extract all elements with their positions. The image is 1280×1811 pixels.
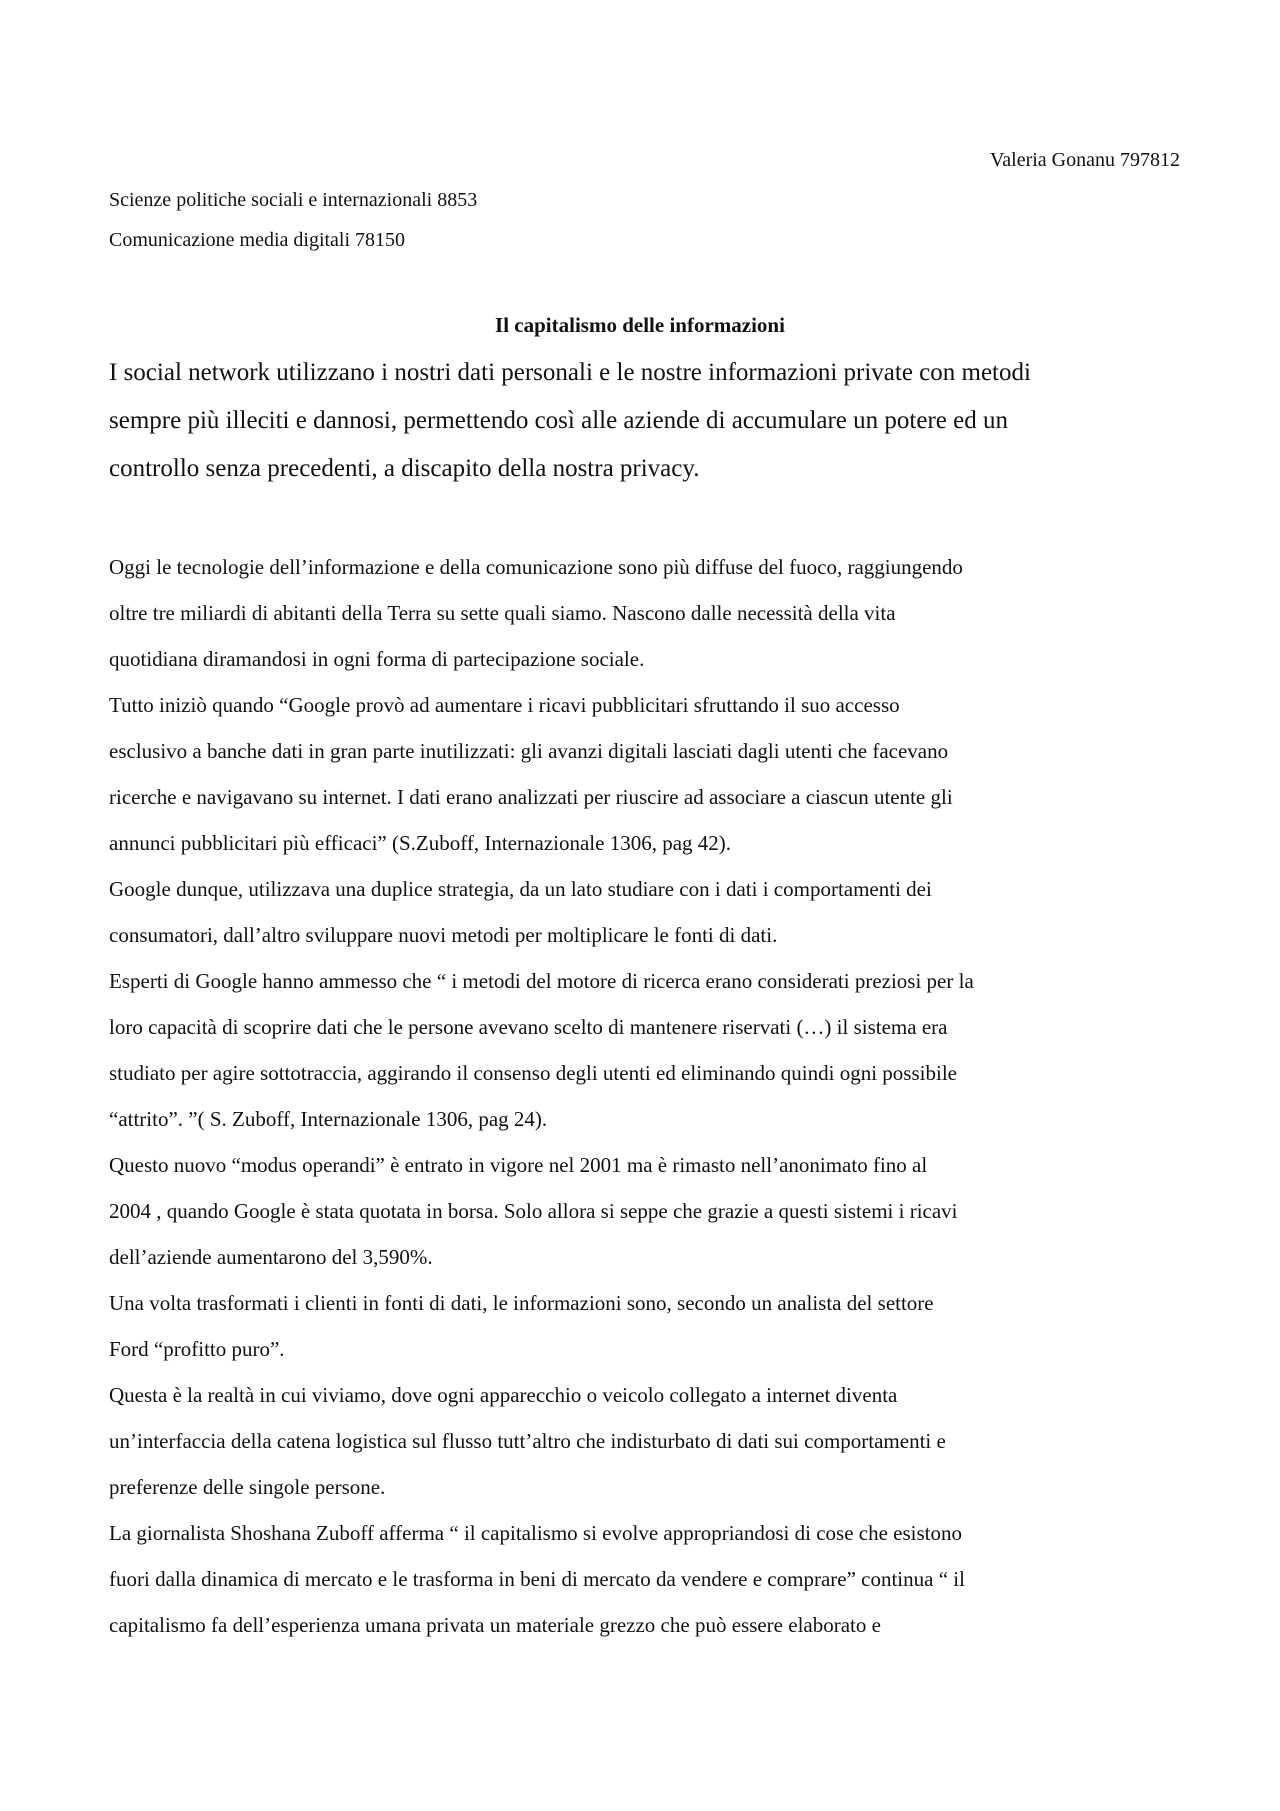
document-title: Il capitalismo delle informazioni xyxy=(495,313,785,337)
body-line: Tutto iniziò quando “Google provò ad aumentare i ricavi pubblicitari sfruttando il suo accesso xyxy=(109,693,900,717)
body-line: un’interfaccia della catena logistica sul flusso tutt’altro che indisturbato di dati sui comportamenti e xyxy=(109,1429,946,1453)
body-line: Una volta trasformati i clienti in fonti di dati, le informazioni sono, secondo un analista del settore xyxy=(109,1291,934,1315)
body-line: annunci pubblicitari più efficaci” (S.Zuboff, Internazionale 1306, pag 42). xyxy=(109,831,732,855)
body-line: fuori dalla dinamica di mercato e le trasforma in beni di mercato da vendere e comprare” continua “ il xyxy=(109,1567,965,1591)
body-line: Google dunque, utilizzava una duplice strategia, da un lato studiare con i dati i comportamenti dei xyxy=(109,877,932,901)
course-line-2: Comunicazione media digitali 78150 xyxy=(109,229,406,251)
body-line: Oggi le tecnologie dell’informazione e della comunicazione sono più diffuse del fuoco, raggiungendo xyxy=(109,555,963,579)
body-line: Questo nuovo “modus operandi” è entrato in vigore nel 2001 ma è rimasto nell’anonimato fino al xyxy=(109,1153,928,1177)
abstract-line: controllo senza precedenti, a discapito della nostra privacy. xyxy=(109,455,700,482)
body-line: quotidiana diramandosi in ogni forma di partecipazione sociale. xyxy=(109,647,645,671)
body-line: 2004 , quando Google è stata quotata in borsa. Solo allora si seppe che grazie a questi sistemi i ricavi xyxy=(109,1199,958,1223)
body-line: ricerche e navigavano su internet. I dati erano analizzati per riuscire ad associare a ciascun utente gli xyxy=(109,785,953,809)
body-line: studiato per agire sottotraccia, aggirando il consenso degli utenti ed eliminando quindi ogni possibile xyxy=(109,1061,957,1085)
body-line: consumatori, dall’altro sviluppare nuovi metodi per moltiplicare le fonti di dati. xyxy=(109,923,778,947)
body-line: “attrito”. ”( S. Zuboff, Internazionale 1306, pag 24). xyxy=(109,1107,548,1131)
body-line: oltre tre miliardi di abitanti della Terra su sette quali siamo. Nascono dalle necessità della vita xyxy=(109,601,896,625)
body-line: capitalismo fa dell’esperienza umana privata un materiale grezzo che può essere elaborato e xyxy=(109,1613,881,1637)
body-line: preferenze delle singole persone. xyxy=(109,1475,386,1499)
body-line: Esperti di Google hanno ammesso che “ i metodi del motore di ricerca erano considerati preziosi per la xyxy=(109,969,974,993)
body-line: La giornalista Shoshana Zuboff afferma “ il capitalismo si evolve appropriandosi di cose che esistono xyxy=(109,1521,962,1545)
body-line: dell’aziende aumentarono del 3,590%. xyxy=(109,1245,433,1269)
author-name: Valeria Gonanu 797812 xyxy=(990,149,1180,171)
body-line: Questa è la realtà in cui viviamo, dove ogni apparecchio o veicolo collegato a internet diventa xyxy=(109,1383,898,1407)
course-line-1: Scienze politiche sociali e internazionali 8853 xyxy=(109,189,478,211)
abstract-line: I social network utilizzano i nostri dati personali e le nostre informazioni private con metodi xyxy=(109,359,1031,386)
body-line: Ford “profitto puro”. xyxy=(109,1337,285,1361)
abstract-line: sempre più illeciti e dannosi, permettendo così alle aziende di accumulare un potere ed un xyxy=(109,407,1008,434)
body-line: esclusivo a banche dati in gran parte inutilizzati: gli avanzi digitali lasciati dagli utenti che facevano xyxy=(109,739,949,763)
body-line: loro capacità di scoprire dati che le persone avevano scelto di mantenere riservati (…) il sistema era xyxy=(109,1015,948,1039)
